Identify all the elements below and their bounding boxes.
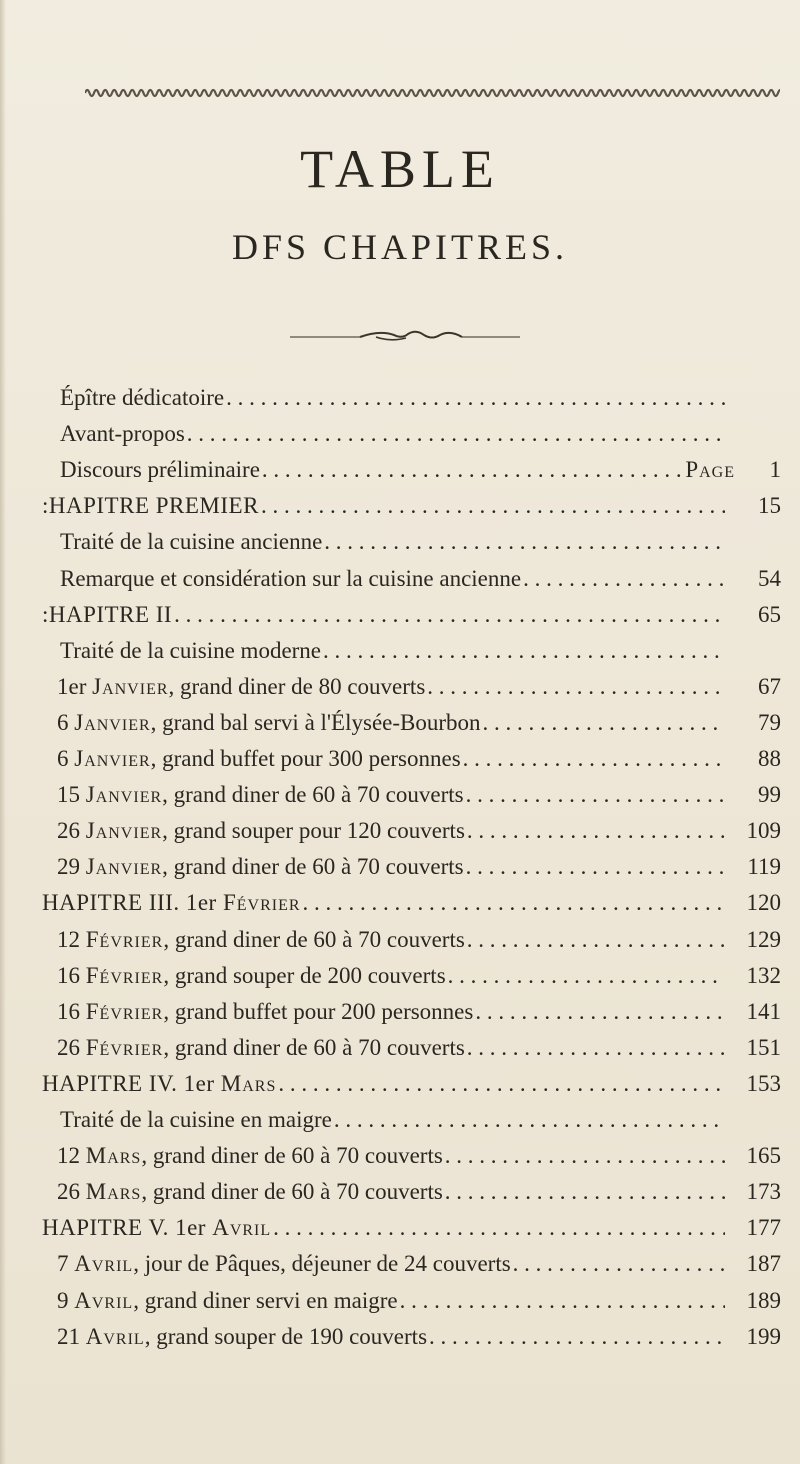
toc-entry-month: Janvier (74, 746, 151, 771)
page-number: 199 (746, 1323, 781, 1349)
toc-entry-description: , grand bal servi à l'Élysée-Bourbon (150, 709, 481, 735)
toc-entry-label (57, 963, 446, 989)
toc-entry (60, 421, 781, 457)
toc-entry-month: Avril (74, 1287, 134, 1313)
toc-entry (57, 999, 781, 1035)
toc-entry-label (57, 927, 465, 953)
toc-entry (60, 457, 781, 493)
toc-entry-label (57, 854, 464, 880)
toc-entry-prefix: HAPITRE V. 1er (42, 1215, 213, 1241)
dot-leader (427, 1324, 725, 1350)
toc-entry-label (57, 1143, 443, 1169)
toc-entry (60, 638, 781, 674)
page-number: 15 (758, 493, 781, 519)
toc-entry-label: Traité de la cuisine moderne (60, 637, 322, 663)
toc-entry-label (57, 1288, 398, 1314)
toc-entry (57, 1035, 781, 1071)
toc-entry-label: Épître dédicatoire (60, 385, 225, 410)
dot-leader (461, 746, 725, 772)
toc-entry-prefix: 12 (57, 926, 86, 952)
toc-entry-label (57, 782, 464, 808)
toc-entry (57, 746, 781, 782)
page-number: 187 (746, 1251, 781, 1277)
page-title: TABLE (300, 139, 500, 199)
dot-leader (465, 818, 725, 844)
dot-leader (172, 602, 725, 628)
toc-entry-description: , grand diner de 60 à 70 couverts (141, 1179, 443, 1205)
toc-entry-label: Discours préliminaire (60, 457, 260, 483)
toc-entry (57, 674, 781, 710)
toc-entry-prefix: 21 (57, 1323, 86, 1349)
dot-leader (224, 385, 725, 411)
page-number: 177 (746, 1215, 781, 1241)
toc-entry-label (57, 1251, 511, 1277)
toc-entry-description: , jour de Pâques, déjeuner de 24 couverts (133, 1251, 511, 1277)
toc-entry-description: , grand diner de 60 à 70 couverts (163, 926, 465, 952)
toc-entry-label: Remarque et considération sur la cuisine ancienne (60, 565, 522, 591)
toc-entry-prefix: 26 (57, 1179, 86, 1205)
page-number: 99 (758, 782, 781, 808)
toc-entry-prefix: 9 (57, 1287, 75, 1313)
toc-entry (60, 529, 781, 565)
toc-entry (60, 1107, 781, 1143)
page-number: 54 (758, 565, 781, 591)
toc-entry-month: Janvier (85, 818, 163, 844)
toc-entry-prefix: HAPITRE IV. 1er (42, 1070, 221, 1096)
page-number: 65 (758, 601, 781, 627)
toc-entry (57, 1179, 781, 1215)
fleuron-rule (290, 328, 520, 344)
toc-entry-description: , grand diner de 60 à 70 couverts (162, 854, 464, 880)
toc-entry-label: :HAPITRE PREMIER (42, 493, 259, 519)
toc-entry-month: Avril (74, 1251, 134, 1277)
toc-entry-description: , grand diner de 60 à 70 couverts (162, 782, 464, 808)
toc-entry-label: Traité de la cuisine en maigre (60, 1107, 332, 1132)
toc-entry-label (42, 1215, 271, 1241)
toc-entry (42, 493, 781, 529)
dot-leader (398, 1288, 725, 1314)
toc-entry-description: , grand souper de 190 couverts (144, 1323, 428, 1349)
dot-leader (473, 999, 725, 1025)
page-number: 79 (758, 709, 781, 735)
toc-entry-month: Avril (85, 1323, 145, 1349)
toc-entry (57, 1324, 781, 1360)
toc-entry-label (42, 890, 301, 916)
dot-leader (332, 1107, 725, 1133)
page-number: 189 (746, 1287, 781, 1313)
page-number: 67 (758, 673, 781, 699)
toc-entry (60, 385, 781, 421)
dot-leader (511, 1251, 725, 1277)
toc-entry-month: Janvier (92, 673, 169, 699)
toc-entry-description: , grand diner de 60 à 70 couverts (141, 1143, 443, 1169)
page-edge (0, 0, 6, 1464)
toc-entry (57, 782, 781, 818)
toc-entry-description: , grand diner de 80 couverts (168, 673, 426, 699)
page-number: 173 (746, 1179, 781, 1205)
toc-entry (42, 1215, 781, 1251)
toc-entry-month: Février (85, 926, 164, 952)
toc-entry-month: Mars (85, 1179, 142, 1205)
toc-entry-label (57, 1035, 465, 1061)
page-number: 165 (746, 1143, 781, 1169)
toc-entry-month: Février (85, 1034, 164, 1060)
toc-entry-prefix: 16 (57, 998, 86, 1024)
toc-entry-month: Février (222, 890, 301, 916)
toc-entry-prefix: 29 (57, 854, 86, 880)
page-number: 88 (758, 746, 781, 771)
page-number: 109 (746, 818, 781, 844)
dot-leader (271, 1215, 725, 1241)
toc-entry-prefix: 15 (57, 782, 86, 808)
toc-entry (57, 854, 781, 890)
page-number: 153 (746, 1070, 781, 1096)
dot-leader (481, 710, 725, 736)
wave-ornament-rule (85, 86, 780, 100)
toc-entry (42, 602, 781, 638)
page-number: 129 (746, 926, 781, 952)
dot-leader (465, 1035, 725, 1061)
toc-entry-description: , grand diner servi en maigre (133, 1287, 398, 1313)
toc-entry (57, 1143, 781, 1179)
toc-entry-description: , grand buffet pour 200 personnes (163, 998, 474, 1024)
toc-entry-month: Avril (212, 1215, 272, 1241)
toc-entry (57, 710, 781, 746)
page-number: 120 (746, 890, 781, 916)
toc-entry-label (57, 746, 461, 772)
toc-entry-prefix: 6 (57, 746, 75, 771)
toc-entry-description: , grand souper de 200 couverts (163, 962, 446, 988)
toc-entry-label (57, 674, 425, 700)
toc-entry-month: Février (85, 962, 164, 988)
dot-leader (443, 1179, 725, 1205)
toc-entry-description: , grand buffet pour 300 personnes (150, 746, 461, 771)
page-subtitle: DFS CHAPITRES. (231, 227, 569, 267)
toc-entry (42, 1071, 781, 1107)
dot-leader (185, 421, 725, 447)
toc-entry-prefix: 26 (57, 1034, 86, 1060)
page-number: 119 (747, 854, 781, 880)
toc-entry (60, 566, 781, 602)
dot-leader (521, 566, 725, 592)
toc-entry-month: Mars (85, 1143, 142, 1169)
page-number: 1 (769, 457, 781, 483)
toc-entry-month: Janvier (85, 782, 163, 808)
toc-entry-label: Avant-propos (60, 421, 185, 447)
toc-entry-prefix: 16 (57, 962, 86, 988)
toc-entry-prefix: HAPITRE III. 1er (42, 890, 223, 916)
page-number: 132 (746, 962, 781, 988)
dot-leader (260, 457, 685, 483)
toc-entry-prefix: 26 (57, 818, 86, 844)
toc-entry-description: , grand souper pour 120 couverts (162, 818, 465, 844)
toc-entry (57, 963, 781, 999)
toc-entry-label (57, 1324, 427, 1350)
dot-leader (464, 854, 725, 880)
toc-entry-prefix: 6 (57, 709, 75, 735)
toc-entry-label: :HAPITRE II (42, 601, 173, 627)
toc-entry-month: Février (85, 998, 164, 1024)
page-number: 141 (746, 998, 781, 1024)
toc-entry-label (57, 818, 465, 844)
dot-leader (322, 529, 725, 555)
dot-leader (321, 638, 725, 664)
toc-entry-prefix: 1er (57, 673, 93, 699)
dot-leader (464, 782, 725, 808)
toc-entry-month: Mars (220, 1070, 277, 1096)
dot-leader (301, 890, 725, 916)
toc-entry-label (57, 710, 481, 736)
dot-leader (465, 927, 725, 953)
toc-entry (57, 1251, 781, 1287)
toc-entry-prefix: 7 (57, 1251, 75, 1277)
toc-entry (57, 1288, 781, 1324)
toc-entry-label: Traité de la cuisine ancienne (60, 529, 323, 555)
toc-entry (57, 818, 781, 854)
toc-entry-month: Janvier (74, 709, 151, 735)
page-word-label: Page (685, 457, 735, 483)
toc-entry-description: , grand diner de 60 à 70 couverts (163, 1034, 465, 1060)
dot-leader (446, 963, 725, 989)
toc-entry-month: Janvier (85, 854, 163, 880)
dot-leader (425, 674, 725, 700)
toc-entry-prefix: 12 (57, 1143, 86, 1169)
toc-entry (57, 927, 781, 963)
dot-leader (443, 1143, 725, 1169)
toc-entry-label (57, 999, 473, 1025)
toc-entry-label (42, 1071, 276, 1097)
toc-entry (42, 890, 781, 926)
dot-leader (259, 493, 725, 519)
dot-leader (276, 1071, 725, 1097)
toc-entry-label (57, 1179, 443, 1205)
page-number: 151 (746, 1034, 781, 1060)
